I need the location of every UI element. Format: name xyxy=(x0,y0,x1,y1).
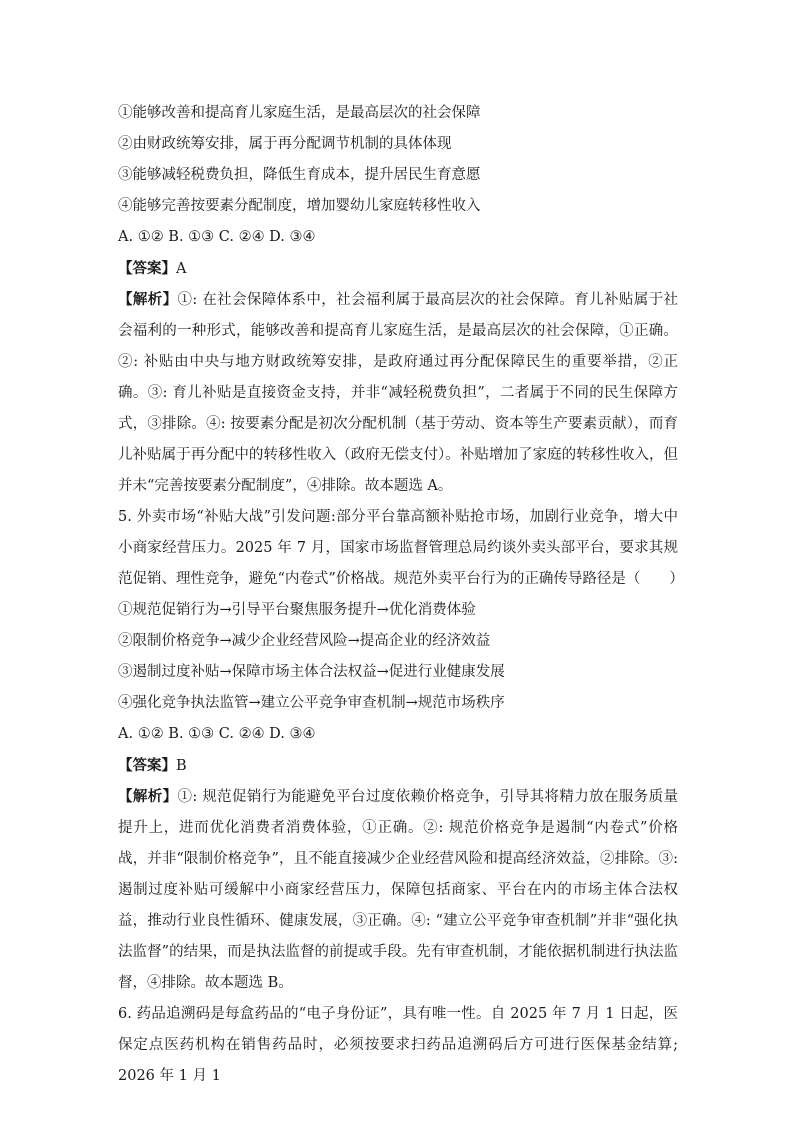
q5-choices: A. ①② B. ①③ C. ②④ D. ③④ xyxy=(118,726,316,742)
analysis-label: 【解析】 xyxy=(118,788,178,805)
analysis-label: 【解析】 xyxy=(118,291,178,308)
q5-stem: 5. 外卖市场“补贴大战”引发问题:部分平台靠高额补贴抢市场，加剧行业竞争，增大中小商家经营压力。2025 年 7 月，国家市场监督管理总局约谈外卖头部平台，要求其规范促销、理性竞争，避免“内卷式”价格战。规范外卖平台行为的正确传导路径是（ ） xyxy=(118,509,684,587)
q5-option-1: ①规范促销行为→引导平台聚焦服务提升→优化消费体验 xyxy=(118,602,476,618)
answer-value: B xyxy=(176,758,187,774)
q4-option-3: ③能够减轻税费负担，降低生育成本，提升居民生育意愿 xyxy=(118,167,481,183)
q4-answer xyxy=(118,253,678,284)
q5-option-2: ②限制价格竞争→减少企业经营风险→提高企业的经济效益 xyxy=(118,633,491,649)
q5-answer xyxy=(118,750,678,781)
q4-analysis xyxy=(118,284,678,502)
q4-choices: A. ①② B. ①③ C. ②④ D. ③④ xyxy=(118,229,316,245)
q4-option-4: ④能够完善按要素分配制度，增加婴幼儿家庭转移性收入 xyxy=(118,198,481,214)
answer-value: A xyxy=(176,261,187,277)
q5-option-3: ③遏制过度补贴→保障市场主体合法权益→促进行业健康发展 xyxy=(118,664,505,680)
q6-stem: 6. 药品追溯码是每盒药品的“电子身份证”，具有唯一性。自 2025 年 7 月 1 日起，医保定点医药机构在销售药品时，必须按要求扫药品追溯码后方可进行医保基金结算; 2026 年 1 月 1 xyxy=(118,1006,678,1084)
answer-label: 【答案】 xyxy=(118,757,176,774)
q4-option-1: ①能够改善和提高育儿家庭生活，是最高层次的社会保障 xyxy=(118,105,481,121)
document-page xyxy=(118,98,684,1092)
q5-option-4: ④强化竞争执法监管→建立公平竞争审查机制→规范市场秩序 xyxy=(118,695,505,711)
analysis-text: ①: 规范促销行为能避免平台过度依赖价格竞争，引导其将精力放在服务质量提升上，进而优化消费者消费体验，①正确。②: 规范价格竞争是遏制“内卷式”价格战，并非“限制价格竞争”，且不能直接减少企业经营风险和提高经济效益，②排除。③: 遏制过度补贴可缓解中小商家经营压力，保障包括商家、平台在内的市场主体合法权益，推动行业良性循环、健康发展，③正确。④: “建立公平竞争审查机制”并非“强化执法监督”的结果，而是执法监督的前提或手段。先有审查机制，才能依据机制进行执法监督，④排除。故本题选 B。 xyxy=(118,789,678,991)
q4-option-2: ②由财政统筹安排，属于再分配调节机制的具体体现 xyxy=(118,136,452,152)
q5-analysis xyxy=(118,781,678,999)
analysis-text: ①: 在社会保障体系中，社会福利属于最高层次的社会保障。育儿补贴属于社会福利的一种形式，能够改善和提高育儿家庭生活，是最高层次的社会保障，①正确。②: 补贴由中央与地方财政统筹安排，是政府通过再分配保障民生的重要举措，②正确。③: 育儿补贴是直接资金支持，并非“减轻税费负担”，二者属于不同的民生保障方式，③排除。④: 按要素分配是初次分配机制（基于劳动、资本等生产要素贡献），而育儿补贴属于再分配中的转移性收入（政府无偿支付）。补贴增加了家庭的转移性收入，但并未“完善按要素分配制度”，④排除。故本题选 A。 xyxy=(118,292,678,494)
answer-label: 【答案】 xyxy=(118,260,176,277)
